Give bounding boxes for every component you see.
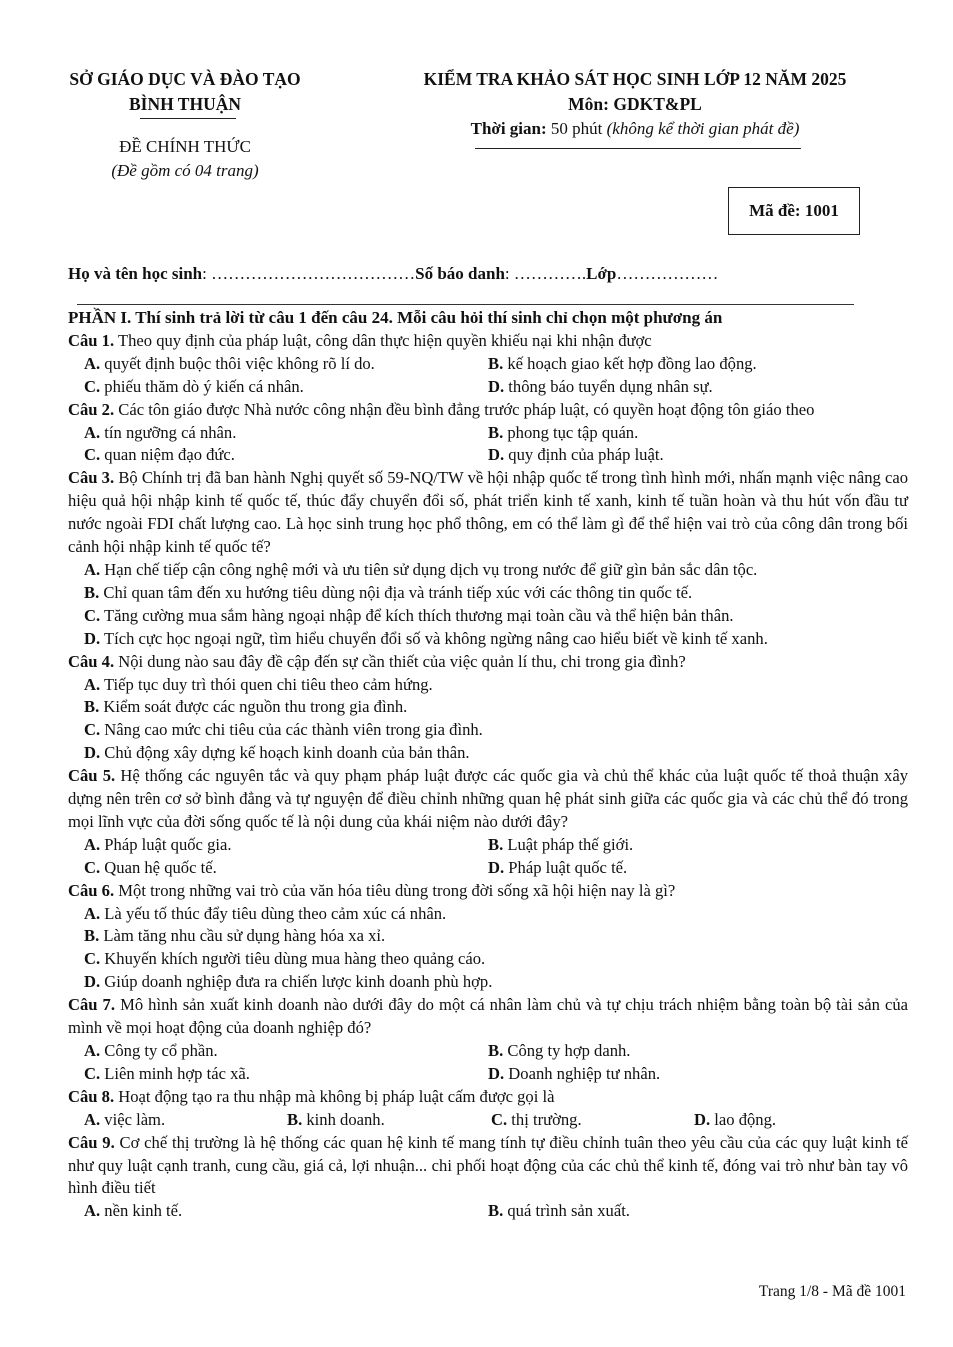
option-b [84, 582, 908, 605]
option-d [84, 742, 908, 765]
option-text: Tiếp tục duy trì thói quen chi tiêu theo cảm hứng. [104, 674, 433, 694]
option-b [84, 925, 908, 948]
option-key: D. [694, 1109, 711, 1129]
option-a [84, 1040, 488, 1063]
time-note: (không kể thời gian phát đề) [606, 119, 800, 138]
question-text: Các tôn giáo được Nhà nước công nhận đều bình đẳng trước pháp luật, có quyền hoạt động tôn giáo theo [118, 399, 815, 419]
subject: Môn: GDKT&PL [568, 94, 702, 114]
option-c [84, 444, 488, 467]
option-key: D. [488, 857, 505, 877]
option-text: Giúp doanh nghiệp đưa ra chiến lược kinh doanh phù hợp. [104, 972, 493, 992]
option-key: B. [488, 1201, 504, 1221]
option-d [84, 971, 908, 994]
option-text: kế hoạch giao kết hợp đồng lao động. [507, 353, 757, 373]
option-c [84, 376, 488, 399]
header-left [40, 66, 330, 184]
option-a [84, 422, 488, 445]
option-key: A. [84, 674, 101, 694]
header-right [355, 66, 915, 142]
question-2 [68, 399, 908, 422]
option-text: Làm tăng nhu cầu sử dụng hàng hóa xa xỉ. [103, 926, 386, 946]
option-d [488, 1063, 888, 1086]
option-text: Nâng cao mức chi tiêu của các thành viên trong gia đình. [104, 720, 483, 740]
option-text: Pháp luật quốc gia. [104, 834, 232, 854]
question-text: Hoạt động tạo ra thu nhập mà không bị pháp luật cấm được gọi là [118, 1086, 555, 1106]
option-text: Công ty hợp danh. [507, 1041, 631, 1060]
option-text: Liên minh hợp tác xã. [104, 1063, 250, 1083]
option-key: A. [84, 353, 101, 373]
option-a [84, 903, 908, 926]
option-b [488, 422, 888, 445]
option-key: C. [84, 445, 101, 465]
part-heading: PHẦN I. Thí sinh trả lời từ câu 1 đến câu 24. Mỗi câu hỏi thí sinh chỉ chọn một phương án [68, 308, 723, 327]
options-q9 [68, 1200, 908, 1223]
option-a [84, 834, 488, 857]
option-a [84, 559, 908, 582]
option-key: A. [84, 1041, 101, 1060]
official-label: ĐỀ CHÍNH THỨC [119, 137, 251, 156]
pages-note: (Đề gồm có 04 trang) [111, 161, 259, 180]
sbd-label: Số báo danh [415, 264, 505, 283]
option-text: quan niệm đạo đức. [104, 445, 235, 465]
option-text: phong tục tập quán. [507, 422, 639, 442]
option-key: D. [488, 445, 505, 465]
option-text: nền kinh tế. [104, 1201, 183, 1221]
question-6 [68, 880, 908, 903]
question-text: Theo quy định của pháp luật, công dân thực hiện quyền khiếu nại khi nhận được [117, 330, 652, 350]
option-key: A. [84, 422, 101, 442]
option-text: Chỉ quan tâm đến xu hướng tiêu dùng nội địa và tránh tiếp xúc với các thông tin quốc tế. [103, 582, 693, 602]
options-q7 [68, 1040, 908, 1086]
option-text: quyết định buộc thôi việc không rõ lí do. [104, 353, 375, 373]
page-footer: Trang 1/8 - Mã đề 1001 [758, 1283, 906, 1300]
option-key: D. [488, 1063, 505, 1083]
option-key: A. [84, 903, 101, 923]
option-key: D. [488, 376, 505, 396]
option-key: B. [488, 353, 504, 373]
question-1 [68, 330, 908, 353]
option-text: Quan hệ quốc tế. [104, 857, 217, 877]
option-b [488, 1040, 888, 1063]
option-text: quá trình sản xuất. [507, 1201, 630, 1221]
question-label: Câu 3. [68, 468, 115, 488]
options-q6 [68, 903, 908, 995]
time-value: 50 phút [550, 119, 603, 138]
option-text: Luật pháp thế giới. [507, 834, 634, 854]
question-9 [68, 1132, 908, 1201]
sbd-blank: : …………. [504, 264, 587, 283]
header-right-rule [475, 148, 801, 149]
option-text: thông báo tuyển dụng nhân sự. [508, 376, 713, 396]
option-key: C. [84, 1063, 101, 1083]
option-a [84, 1109, 287, 1132]
option-key: B. [84, 926, 100, 946]
option-b [84, 696, 908, 719]
question-text: Nội dung nào sau đây đề cập đến sự cần thiết của việc quản lí thu, chi trong gia đình? [118, 651, 686, 671]
option-text: việc làm. [104, 1109, 166, 1129]
option-key: D. [84, 628, 101, 648]
option-text: Hạn chế tiếp cận công nghệ mới và ưu tiên sử dụng dịch vụ trong nước để giữ gìn bản sắc dân tộc. [104, 559, 758, 579]
option-c [84, 1063, 488, 1086]
option-text: Khuyến khích người tiêu dùng mua hàng theo quảng cáo. [104, 949, 486, 969]
option-text: Tăng cường mua sắm hàng ngoại nhập để kích thích thương mại toàn cầu và thể hiện bản thân. [104, 605, 734, 625]
option-key: C. [84, 857, 101, 877]
option-text: thị trường. [511, 1109, 582, 1129]
header-left-rule [140, 118, 236, 119]
question-label: Câu 8. [68, 1086, 115, 1106]
option-text: quy định của pháp luật. [508, 445, 664, 465]
option-key: C. [84, 720, 101, 740]
question-label: Câu 5. [68, 766, 116, 786]
option-c [84, 857, 488, 880]
question-label: Câu 1. [68, 330, 115, 350]
question-5 [68, 765, 908, 834]
question-text: Một trong những vai trò của văn hóa tiêu dùng trong đời sống xã hội hiện nay là gì? [118, 880, 676, 900]
option-key: C. [84, 949, 101, 969]
option-key: B. [488, 1041, 504, 1060]
question-text: Mô hình sản xuất kinh doanh nào dưới đây do một cá nhân làm chủ và tự chịu trách nhiệm bằng toàn bộ tài sản của mình về mọi hoạt động của doanh nghiệp đó? [68, 995, 909, 1038]
question-4 [68, 651, 908, 674]
option-key: A. [84, 559, 101, 579]
question-label: Câu 6. [68, 880, 115, 900]
option-text: Tích cực học ngoại ngữ, tìm hiểu chuyển đổi số và không ngừng nâng cao hiểu biết về kinh tế xanh. [104, 628, 768, 648]
option-key: D. [84, 972, 101, 992]
exam-title: KIỂM TRA KHẢO SÁT HỌC SINH LỚP 12 NĂM 2025 [423, 69, 847, 89]
option-text: Kiểm soát được các nguồn thu trong gia đình. [103, 697, 408, 717]
options-q3 [68, 559, 908, 651]
question-7 [68, 994, 908, 1040]
options-q2 [68, 422, 908, 468]
option-b [488, 834, 888, 857]
question-text: Bộ Chính trị đã ban hành Nghị quyết số 59-NQ/TW về hội nhập quốc tế trong tình hình mới, nhấn mạnh việc nâng cao hiệu quả hội nhập kinh tế quốc tế, thúc đẩy chuyển đổi số, phát triển kinh tế xanh, kinh tế tuần hoàn và thu hút vốn đầu tư nước ngoài FDI chất lượng cao. Là học sinh trung học phổ thông, em có thể làm gì để thể hiện vai trò của công dân trong bối cảnh hội nhập kinh tế quốc tế? [68, 468, 908, 557]
options-q4 [68, 674, 908, 766]
option-key: B. [84, 582, 100, 602]
class-label: Lớp [586, 264, 617, 283]
option-key: B. [488, 834, 504, 854]
option-key: B. [287, 1109, 303, 1129]
question-8 [68, 1086, 908, 1109]
option-d [84, 628, 908, 651]
option-text: tín ngưỡng cá nhân. [104, 422, 237, 442]
question-3 [68, 467, 908, 559]
options-q1 [68, 353, 908, 399]
question-label: Câu 4. [68, 651, 115, 671]
option-c [84, 605, 908, 628]
department-name: SỞ GIÁO DỤC VÀ ĐÀO TẠO [69, 69, 301, 89]
option-b [488, 353, 888, 376]
option-text: Doanh nghiệp tư nhân. [508, 1063, 661, 1083]
province-name: BÌNH THUẬN [129, 94, 241, 114]
option-d [694, 1109, 894, 1132]
question-text: Hệ thống các nguyên tắc và quy phạm pháp luật được các quốc gia và chủ thể khác của luật quốc tế thoả thuận xây dựng nên trên cơ sở bình đẳng và tự nguyện để điều chỉnh những quan hệ phát sinh giữa các quốc gia và các chủ thể đó trong mọi lĩnh vực của đời sống quốc tế là nội dung của khái niệm nào dưới đây? [68, 766, 908, 831]
divider [77, 304, 854, 305]
student-info [68, 262, 918, 286]
options-q8 [68, 1109, 908, 1132]
option-d [488, 444, 888, 467]
question-label: Câu 7. [68, 995, 116, 1015]
option-text: Chủ động xây dựng kế hoạch kinh doanh của bản thân. [104, 743, 470, 763]
option-key: A. [84, 1109, 101, 1129]
option-key: A. [84, 1201, 101, 1221]
time-label: Thời gian: [470, 119, 547, 138]
option-key: B. [488, 422, 504, 442]
option-text: kinh doanh. [306, 1109, 385, 1129]
option-text: Pháp luật quốc tế. [508, 857, 628, 877]
option-a [84, 1200, 488, 1223]
option-key: C. [84, 605, 101, 625]
option-a [84, 674, 908, 697]
option-text: lao động. [714, 1109, 777, 1129]
option-key: C. [84, 376, 101, 396]
question-text: Cơ chế thị trường là hệ thống các quan hệ kinh tế mang tính tự điều chỉnh tuân theo yêu cầu của các quy luật kinh tế như quy luật cạnh tranh, cung cầu, giá cả, lợi nhuận... chi phối hoạt động của các chủ thể kinh tế, đóng vai trò như bàn tay vô hình điều tiết [68, 1132, 909, 1198]
class-blank: ……………… [616, 264, 719, 283]
question-label: Câu 9. [68, 1132, 115, 1152]
exam-code-box: Mã đề: 1001 [728, 187, 860, 235]
option-key: D. [84, 743, 101, 763]
question-label: Câu 2. [68, 399, 115, 419]
option-key: B. [84, 697, 100, 717]
option-text: phiếu thăm dò ý kiến cá nhân. [104, 376, 304, 396]
name-label: Họ và tên học sinh [68, 264, 203, 283]
option-d [488, 857, 888, 880]
option-a [84, 353, 488, 376]
option-c [84, 948, 908, 971]
options-q5 [68, 834, 908, 880]
option-b [488, 1200, 888, 1223]
option-key: A. [84, 834, 101, 854]
option-key: C. [491, 1109, 508, 1129]
option-c [84, 719, 908, 742]
option-text: Là yếu tố thúc đẩy tiêu dùng theo cảm xúc cá nhân. [104, 903, 447, 923]
exam-content [68, 307, 908, 1223]
option-text: Công ty cổ phần. [104, 1041, 218, 1060]
option-b [287, 1109, 491, 1132]
option-c [491, 1109, 694, 1132]
name-blank: : ……………………………… [202, 264, 416, 283]
option-d [488, 376, 888, 399]
time-line [355, 116, 915, 142]
